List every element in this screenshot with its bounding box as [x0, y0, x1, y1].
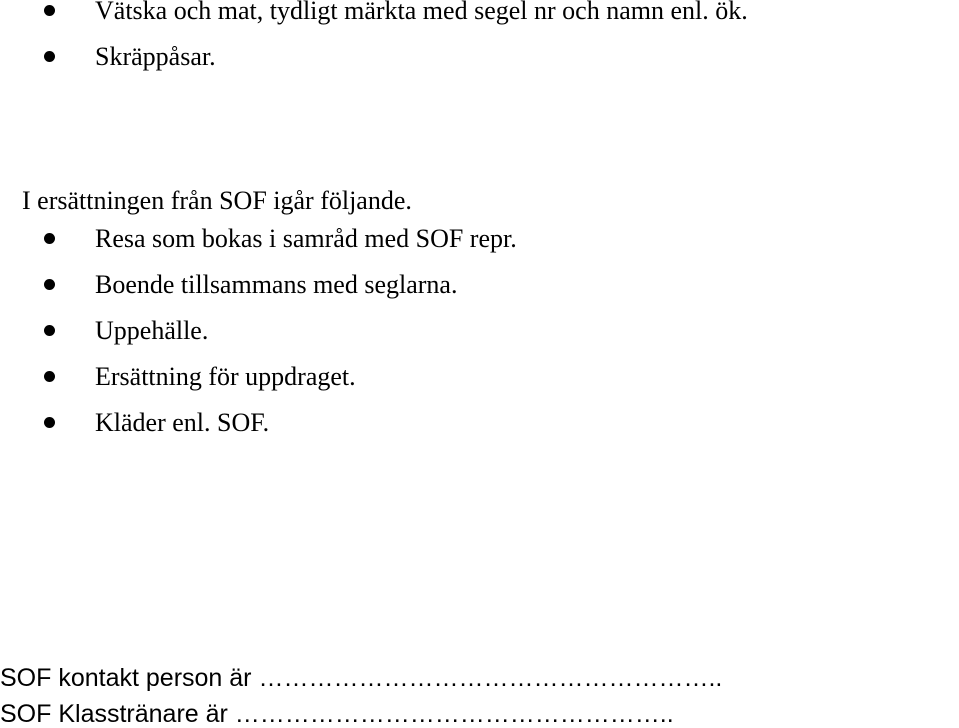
bullet-icon	[44, 417, 55, 428]
bullet-icon	[44, 233, 55, 244]
list-item-text: Kläder enl. SOF.	[95, 408, 270, 437]
list-item-text: Vätska och mat, tydligt märkta med segel nr och namn enl. ök.	[95, 0, 748, 25]
bullet-icon	[44, 5, 55, 16]
list-item-text: Ersättning för uppdraget.	[95, 362, 356, 391]
list-item-text: Uppehälle.	[95, 316, 209, 345]
list-item-text: Skräppåsar.	[95, 42, 216, 71]
contact-person-line: SOF kontakt person är ………………………………………………..	[0, 664, 723, 692]
compensation-intro: I ersättningen från SOF igår följande.	[22, 186, 412, 215]
bullet-icon	[44, 279, 55, 290]
bullet-icon	[44, 371, 55, 382]
list-item-text: Resa som bokas i samråd med SOF repr.	[95, 224, 517, 253]
class-trainer-line: SOF Klasstränare är ……………………………………………..	[0, 700, 674, 728]
bullet-icon	[44, 51, 55, 62]
list-item-text: Boende tillsammans med seglarna.	[95, 270, 458, 299]
bullet-icon	[44, 325, 55, 336]
